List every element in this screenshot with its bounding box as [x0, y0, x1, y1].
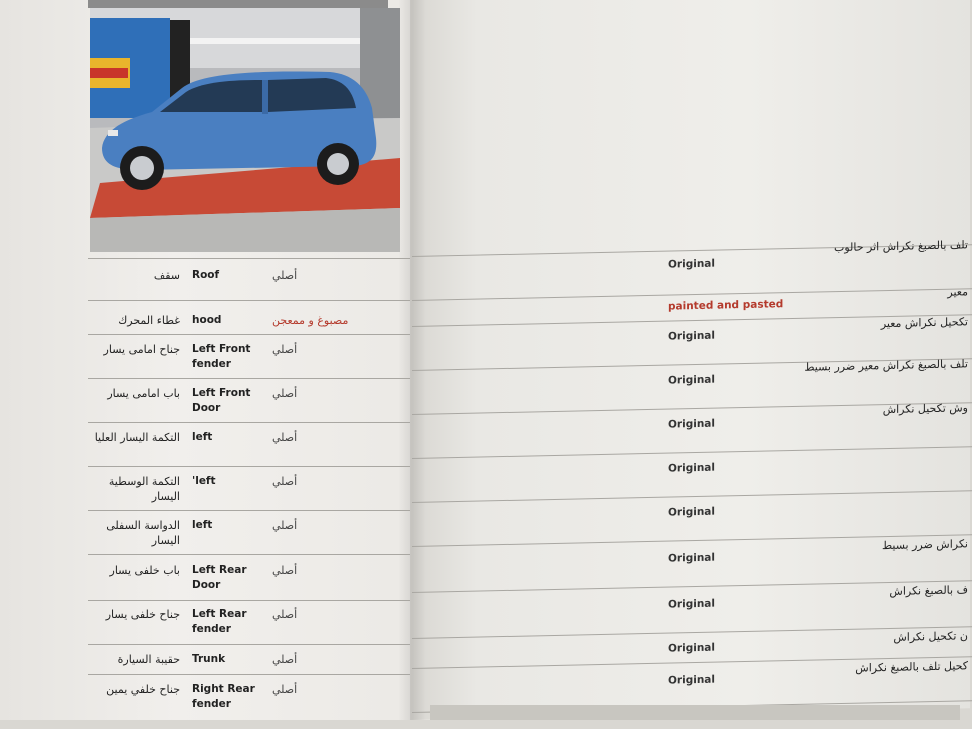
part-name-ar: التكمة اليسار العليا: [94, 431, 180, 444]
part-name-en: 'left: [192, 475, 216, 487]
part-status: أصلي: [272, 653, 298, 666]
part-name-ar: باب امامى يسار: [107, 387, 180, 400]
part-name-ar: سقف: [153, 269, 180, 282]
part-name-en: Right Rear fender: [192, 683, 255, 710]
damage-note: نكراش ضرر بسيط: [881, 537, 968, 553]
part-name-en: Trunk: [192, 653, 226, 665]
part-name-ar: جناح امامى يسار: [103, 343, 180, 356]
status-en: Original: [668, 641, 715, 655]
bottom-shadow: [430, 705, 960, 720]
part-name-en: left: [192, 519, 213, 531]
status-en: Original: [668, 373, 715, 387]
status-en: Original: [668, 329, 715, 343]
part-status: أصلي: [272, 269, 298, 282]
part-name-ar: جناح خلفي يمين: [106, 683, 180, 696]
damage-note: ف بالصبغ نكراش: [889, 583, 968, 598]
status-en: Original: [668, 551, 715, 565]
part-name-en: Left Rear Door: [192, 564, 247, 591]
damage-note: تكحيل نكراش معير: [880, 315, 968, 331]
part-name-en: Left Front fender: [192, 343, 251, 370]
status-en: Original: [668, 417, 715, 431]
damage-note: معير: [947, 285, 968, 299]
status-en: painted and pasted: [668, 298, 784, 313]
status-en: Original: [668, 257, 715, 271]
damage-note: وش تكحيل نكراش: [882, 401, 968, 417]
damage-note: ن تكحيل نكراش: [893, 629, 968, 644]
damage-note: تلف بالصبغ نكراش اثر حالوب: [834, 238, 968, 255]
part-status: أصلي: [272, 343, 298, 356]
part-name-ar: الدواسة السفلى اليسار: [106, 519, 180, 547]
part-name-en: left: [192, 431, 213, 443]
status-en: Original: [668, 597, 715, 611]
part-name-ar: التكمة الوسطية اليسار: [108, 475, 180, 503]
part-name-ar: غطاء المحرك: [118, 314, 180, 327]
part-status: مصبوغ و ممعجن: [272, 314, 349, 327]
part-status: أصلي: [272, 608, 298, 621]
part-name-en: Left Rear fender: [192, 608, 247, 635]
status-en: Original: [668, 505, 715, 519]
part-name-en: Left Front Door: [192, 387, 251, 414]
part-status: أصلي: [272, 475, 298, 488]
part-name-ar: حقيبة السيارة: [117, 653, 180, 666]
part-status: أصلي: [272, 519, 298, 532]
status-en: Original: [668, 461, 715, 475]
part-status: أصلي: [272, 387, 298, 400]
part-status: أصلي: [272, 564, 298, 577]
part-status: أصلي: [272, 431, 298, 444]
damage-note: كحيل تلف بالصبغ نكراش: [855, 659, 968, 675]
part-name-en: hood: [192, 314, 222, 326]
row-divider: [412, 490, 972, 503]
row-divider: [412, 446, 972, 459]
status-en: Original: [668, 673, 715, 687]
part-name-ar: باب خلفى يسار: [109, 564, 180, 577]
damage-note: تلف بالصبغ نكراش معير ضرر بسيط: [804, 357, 968, 374]
part-name-en: Roof: [192, 269, 220, 281]
part-status: أصلي: [272, 683, 298, 696]
part-name-ar: جناح خلفى يسار: [105, 608, 180, 621]
